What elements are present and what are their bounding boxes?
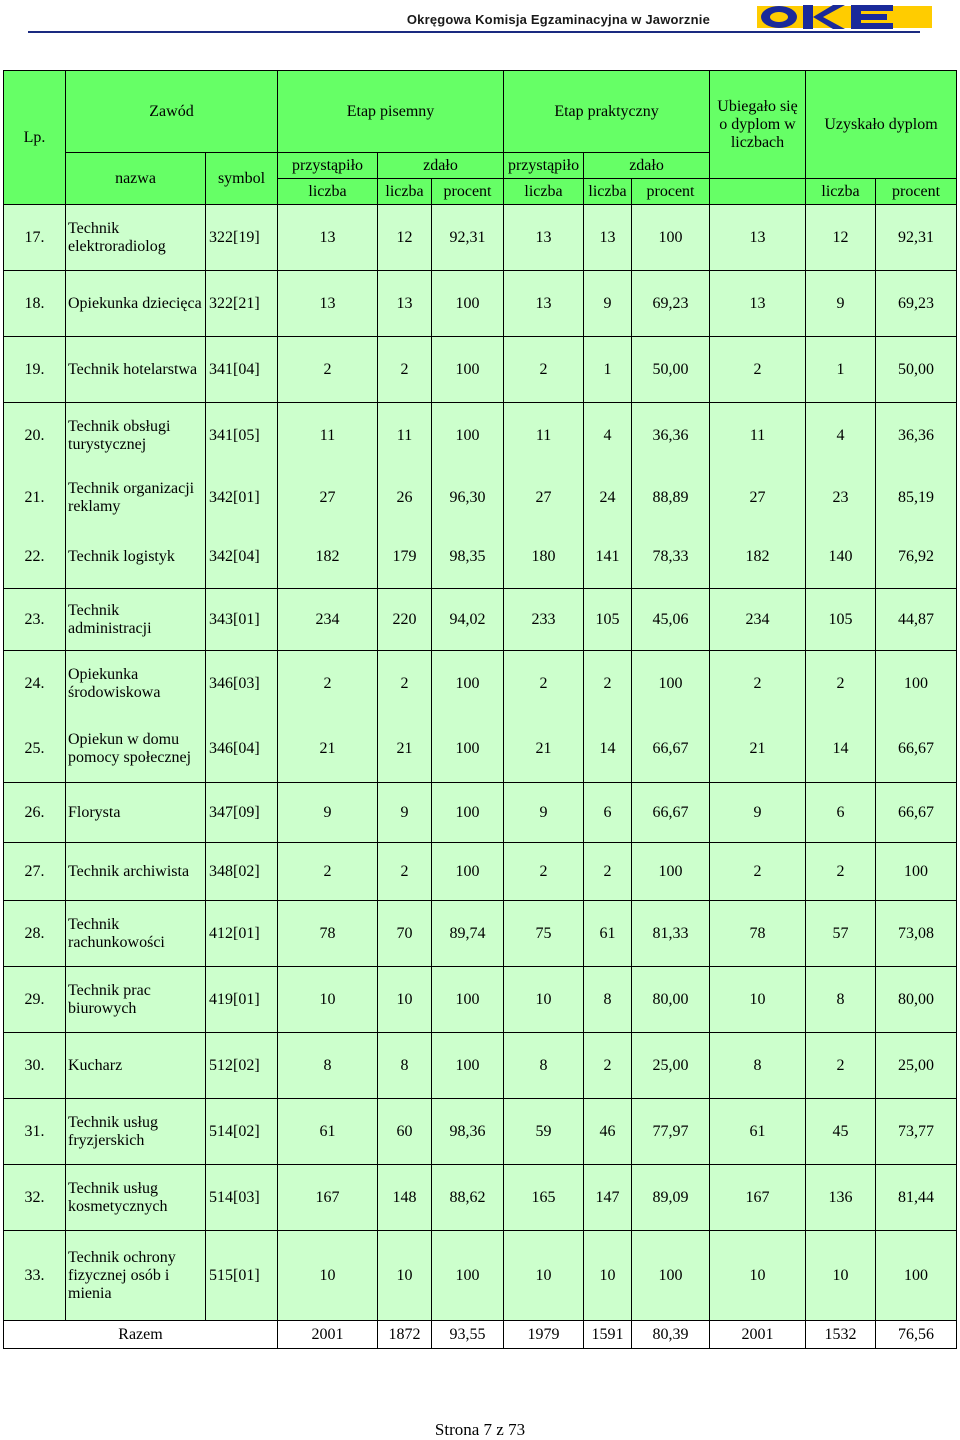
- header-row-1: [4, 71, 957, 153]
- row-value: 2: [504, 843, 584, 901]
- row-value: 234: [278, 589, 378, 651]
- col-zawod-header: Zawód: [66, 71, 278, 153]
- row-value: 81,33: [632, 901, 710, 967]
- row-value: 14: [584, 717, 632, 783]
- total-cell: 1872: [378, 1321, 432, 1349]
- row-lp: 31.: [4, 1099, 66, 1165]
- table-row: [4, 783, 957, 843]
- row-value: 100: [432, 1231, 504, 1321]
- row-lp: 21.: [4, 469, 66, 527]
- row-value: 10: [584, 1231, 632, 1321]
- row-value: 100: [876, 843, 957, 901]
- row-value: 36,36: [632, 403, 710, 469]
- row-value: 10: [504, 1231, 584, 1321]
- row-value: 179: [378, 527, 432, 589]
- row-lp: 26.: [4, 783, 66, 843]
- header-title: Okręgowa Komisja Egzaminacyjna w Jaworznie: [406, 12, 710, 27]
- table-row: [4, 205, 957, 271]
- col-procent-header: procent: [632, 179, 710, 205]
- col-lp-header: Lp.: [4, 71, 66, 205]
- row-value: 26: [378, 469, 432, 527]
- row-value: 8: [806, 967, 876, 1033]
- row-symbol: 341[05]: [206, 403, 278, 469]
- total-cell: 93,55: [432, 1321, 504, 1349]
- row-value: 100: [432, 783, 504, 843]
- row-value: 12: [806, 205, 876, 271]
- col-uzyskalo-header: Uzyskało dyplom: [806, 71, 957, 179]
- row-value: 136: [806, 1165, 876, 1231]
- table-row: [4, 589, 957, 651]
- row-value: 25,00: [876, 1033, 957, 1099]
- row-symbol: 515[01]: [206, 1231, 278, 1321]
- total-cell: 1979: [504, 1321, 584, 1349]
- row-value: 21: [710, 717, 806, 783]
- total-row: [4, 1321, 957, 1349]
- table-row: [4, 469, 957, 527]
- header-rule: [28, 31, 920, 33]
- total-cell: 80,39: [632, 1321, 710, 1349]
- table-row: [4, 1033, 957, 1099]
- col-ubiegalo-header: Ubiegało się o dyplom w liczbach: [710, 71, 806, 179]
- row-value: 167: [710, 1165, 806, 1231]
- row-value: 21: [278, 717, 378, 783]
- row-value: 2: [278, 337, 378, 403]
- col-p-przystapilo-header: przystąpiło: [278, 153, 378, 179]
- row-symbol: 412[01]: [206, 901, 278, 967]
- row-value: 9: [278, 783, 378, 843]
- row-value: 9: [584, 271, 632, 337]
- row-value: 140: [806, 527, 876, 589]
- table-row: [4, 337, 957, 403]
- page-header: [0, 0, 960, 40]
- row-value: 66,67: [632, 717, 710, 783]
- row-value: 8: [584, 967, 632, 1033]
- row-value: 21: [504, 717, 584, 783]
- row-value: 105: [806, 589, 876, 651]
- row-value: 4: [584, 403, 632, 469]
- row-value: 10: [378, 967, 432, 1033]
- row-value: 8: [378, 1033, 432, 1099]
- row-value: 13: [504, 205, 584, 271]
- row-value: 14: [806, 717, 876, 783]
- row-value: 8: [278, 1033, 378, 1099]
- row-value: 2: [278, 843, 378, 901]
- row-value: 2: [504, 337, 584, 403]
- row-lp: 20.: [4, 403, 66, 469]
- table-row: [4, 1099, 957, 1165]
- row-value: 167: [278, 1165, 378, 1231]
- row-value: 61: [710, 1099, 806, 1165]
- row-value: 180: [504, 527, 584, 589]
- row-value: 10: [710, 967, 806, 1033]
- row-lp: 30.: [4, 1033, 66, 1099]
- col-pr-zdalo-header: zdało: [584, 153, 710, 179]
- row-symbol: 346[03]: [206, 651, 278, 717]
- row-name: Opiekunka dziecięca: [66, 271, 206, 337]
- row-value: 2: [806, 843, 876, 901]
- row-name: Opiekun w domu pomocy społecznej: [66, 717, 206, 783]
- row-value: 1: [584, 337, 632, 403]
- row-lp: 28.: [4, 901, 66, 967]
- row-value: 9: [710, 783, 806, 843]
- row-value: 69,23: [632, 271, 710, 337]
- col-etap-pisemny-header: Etap pisemny: [278, 71, 504, 153]
- row-value: 220: [378, 589, 432, 651]
- row-value: 96,30: [432, 469, 504, 527]
- table-row: [4, 967, 957, 1033]
- row-value: 13: [584, 205, 632, 271]
- total-cell: 2001: [278, 1321, 378, 1349]
- row-value: 10: [278, 967, 378, 1033]
- row-value: 76,92: [876, 527, 957, 589]
- row-value: 13: [504, 271, 584, 337]
- row-lp: 24.: [4, 651, 66, 717]
- row-symbol: 514[02]: [206, 1099, 278, 1165]
- row-value: 100: [876, 651, 957, 717]
- row-value: 10: [278, 1231, 378, 1321]
- row-value: 12: [378, 205, 432, 271]
- row-value: 100: [432, 967, 504, 1033]
- row-value: 61: [278, 1099, 378, 1165]
- row-value: 27: [504, 469, 584, 527]
- row-value: 100: [432, 717, 504, 783]
- row-value: 73,08: [876, 901, 957, 967]
- row-value: 9: [504, 783, 584, 843]
- oke-logo: [757, 4, 932, 30]
- row-lp: 27.: [4, 843, 66, 901]
- row-value: 92,31: [432, 205, 504, 271]
- row-value: 50,00: [632, 337, 710, 403]
- table-row: [4, 717, 957, 783]
- row-value: 78: [278, 901, 378, 967]
- row-value: 2: [584, 651, 632, 717]
- row-name: Technik logistyk: [66, 527, 206, 589]
- row-value: 36,36: [876, 403, 957, 469]
- row-value: 45,06: [632, 589, 710, 651]
- row-value: 13: [278, 271, 378, 337]
- col-liczba-header: liczba: [806, 179, 876, 205]
- row-value: 81,44: [876, 1165, 957, 1231]
- row-value: 2: [710, 843, 806, 901]
- row-value: 100: [432, 337, 504, 403]
- row-value: 100: [632, 205, 710, 271]
- row-value: 10: [710, 1231, 806, 1321]
- row-value: 89,74: [432, 901, 504, 967]
- row-symbol: 512[02]: [206, 1033, 278, 1099]
- row-value: 57: [806, 901, 876, 967]
- row-name: Technik obsługi turystycznej: [66, 403, 206, 469]
- col-symbol-header: symbol: [206, 153, 278, 205]
- row-value: 100: [432, 271, 504, 337]
- row-name: Technik usług fryzjerskich: [66, 1099, 206, 1165]
- row-value: 2: [806, 1033, 876, 1099]
- row-symbol: 322[19]: [206, 205, 278, 271]
- row-lp: 32.: [4, 1165, 66, 1231]
- row-value: 78,33: [632, 527, 710, 589]
- table-row: [4, 651, 957, 717]
- row-value: 92,31: [876, 205, 957, 271]
- row-value: 61: [584, 901, 632, 967]
- col-p-zdalo-header: zdało: [378, 153, 504, 179]
- row-value: 70: [378, 901, 432, 967]
- row-symbol: 341[04]: [206, 337, 278, 403]
- row-value: 165: [504, 1165, 584, 1231]
- row-value: 59: [504, 1099, 584, 1165]
- row-value: 234: [710, 589, 806, 651]
- row-name: Technik prac biurowych: [66, 967, 206, 1033]
- row-value: 10: [504, 967, 584, 1033]
- row-value: 105: [584, 589, 632, 651]
- row-name: Technik rachunkowości: [66, 901, 206, 967]
- row-value: 100: [876, 1231, 957, 1321]
- table-row: [4, 1231, 957, 1321]
- col-procent-header: procent: [432, 179, 504, 205]
- row-value: 45: [806, 1099, 876, 1165]
- row-value: 21: [378, 717, 432, 783]
- row-value: 13: [278, 205, 378, 271]
- row-value: 94,02: [432, 589, 504, 651]
- row-value: 10: [378, 1231, 432, 1321]
- col-ubieg-liczba-header: [710, 179, 806, 205]
- row-value: 2: [378, 651, 432, 717]
- row-value: 1: [806, 337, 876, 403]
- row-value: 6: [584, 783, 632, 843]
- row-name: Technik hotelarstwa: [66, 337, 206, 403]
- row-lp: 19.: [4, 337, 66, 403]
- row-value: 88,89: [632, 469, 710, 527]
- row-value: 13: [378, 271, 432, 337]
- row-value: 182: [278, 527, 378, 589]
- col-liczba-header: liczba: [378, 179, 432, 205]
- row-value: 2: [806, 651, 876, 717]
- row-lp: 23.: [4, 589, 66, 651]
- row-value: 66,67: [876, 783, 957, 843]
- row-value: 66,67: [632, 783, 710, 843]
- row-lp: 17.: [4, 205, 66, 271]
- row-value: 98,36: [432, 1099, 504, 1165]
- table-row: [4, 403, 957, 469]
- results-table: [3, 70, 957, 1349]
- row-value: 2: [584, 1033, 632, 1099]
- row-value: 11: [504, 403, 584, 469]
- row-value: 46: [584, 1099, 632, 1165]
- row-value: 182: [710, 527, 806, 589]
- row-value: 100: [632, 651, 710, 717]
- total-cell: 1532: [806, 1321, 876, 1349]
- row-value: 2: [710, 337, 806, 403]
- row-value: 23: [806, 469, 876, 527]
- row-value: 27: [710, 469, 806, 527]
- row-value: 2: [278, 651, 378, 717]
- row-value: 77,97: [632, 1099, 710, 1165]
- row-value: 78: [710, 901, 806, 967]
- row-name: Technik elektroradiolog: [66, 205, 206, 271]
- row-symbol: 347[09]: [206, 783, 278, 843]
- row-value: 80,00: [876, 967, 957, 1033]
- row-value: 80,00: [632, 967, 710, 1033]
- row-value: 9: [806, 271, 876, 337]
- row-value: 13: [710, 205, 806, 271]
- table-row: [4, 527, 957, 589]
- total-cell: 1591: [584, 1321, 632, 1349]
- table-row: [4, 843, 957, 901]
- row-name: Kucharz: [66, 1033, 206, 1099]
- row-value: 50,00: [876, 337, 957, 403]
- total-cell: 2001: [710, 1321, 806, 1349]
- row-value: 147: [584, 1165, 632, 1231]
- row-value: 44,87: [876, 589, 957, 651]
- row-value: 100: [432, 403, 504, 469]
- row-name: Florysta: [66, 783, 206, 843]
- row-value: 75: [504, 901, 584, 967]
- row-value: 233: [504, 589, 584, 651]
- row-name: Opiekunka środowiskowa: [66, 651, 206, 717]
- row-value: 100: [632, 1231, 710, 1321]
- row-value: 73,77: [876, 1099, 957, 1165]
- row-value: 98,35: [432, 527, 504, 589]
- row-value: 100: [432, 651, 504, 717]
- row-value: 60: [378, 1099, 432, 1165]
- row-value: 11: [278, 403, 378, 469]
- row-value: 148: [378, 1165, 432, 1231]
- row-symbol: 346[04]: [206, 717, 278, 783]
- row-value: 13: [710, 271, 806, 337]
- row-value: 2: [710, 651, 806, 717]
- row-lp: 33.: [4, 1231, 66, 1321]
- row-lp: 25.: [4, 717, 66, 783]
- row-lp: 18.: [4, 271, 66, 337]
- row-value: 100: [632, 843, 710, 901]
- row-symbol: 348[02]: [206, 843, 278, 901]
- row-value: 4: [806, 403, 876, 469]
- table-row: [4, 1165, 957, 1231]
- row-symbol: 322[21]: [206, 271, 278, 337]
- row-symbol: 419[01]: [206, 967, 278, 1033]
- row-value: 11: [378, 403, 432, 469]
- col-liczba-header: liczba: [584, 179, 632, 205]
- row-value: 85,19: [876, 469, 957, 527]
- row-name: Technik administracji: [66, 589, 206, 651]
- row-name: Technik ochrony fizycznej osób i mienia: [66, 1231, 206, 1321]
- row-symbol: 342[04]: [206, 527, 278, 589]
- row-value: 24: [584, 469, 632, 527]
- table-row: [4, 271, 957, 337]
- row-name: Technik usług kosmetycznych: [66, 1165, 206, 1231]
- row-value: 2: [378, 843, 432, 901]
- row-symbol: 514[03]: [206, 1165, 278, 1231]
- row-value: 141: [584, 527, 632, 589]
- row-value: 9: [378, 783, 432, 843]
- row-value: 2: [584, 843, 632, 901]
- row-symbol: 343[01]: [206, 589, 278, 651]
- col-nazwa-header: nazwa: [66, 153, 206, 205]
- row-lp: 22.: [4, 527, 66, 589]
- row-value: 2: [504, 651, 584, 717]
- row-lp: 29.: [4, 967, 66, 1033]
- row-value: 25,00: [632, 1033, 710, 1099]
- row-value: 69,23: [876, 271, 957, 337]
- row-value: 2: [378, 337, 432, 403]
- col-liczba-header: liczba: [278, 179, 378, 205]
- row-value: 10: [806, 1231, 876, 1321]
- row-value: 100: [432, 1033, 504, 1099]
- row-value: 88,62: [432, 1165, 504, 1231]
- col-procent-header: procent: [876, 179, 957, 205]
- row-name: Technik archiwista: [66, 843, 206, 901]
- row-value: 8: [710, 1033, 806, 1099]
- col-liczba-header: liczba: [504, 179, 584, 205]
- row-value: 8: [504, 1033, 584, 1099]
- col-etap-praktyczny-header: Etap praktyczny: [504, 71, 710, 153]
- row-name: Technik organizacji reklamy: [66, 469, 206, 527]
- row-value: 27: [278, 469, 378, 527]
- col-pr-przystapilo-header: przystąpiło: [504, 153, 584, 179]
- table-row: [4, 901, 957, 967]
- total-cell: 76,56: [876, 1321, 957, 1349]
- row-value: 6: [806, 783, 876, 843]
- total-label: Razem: [4, 1321, 278, 1349]
- row-value: 66,67: [876, 717, 957, 783]
- page-footer: Strona 7 z 73: [434, 1420, 526, 1439]
- row-value: 89,09: [632, 1165, 710, 1231]
- row-value: 100: [432, 843, 504, 901]
- row-value: 11: [710, 403, 806, 469]
- row-symbol: 342[01]: [206, 469, 278, 527]
